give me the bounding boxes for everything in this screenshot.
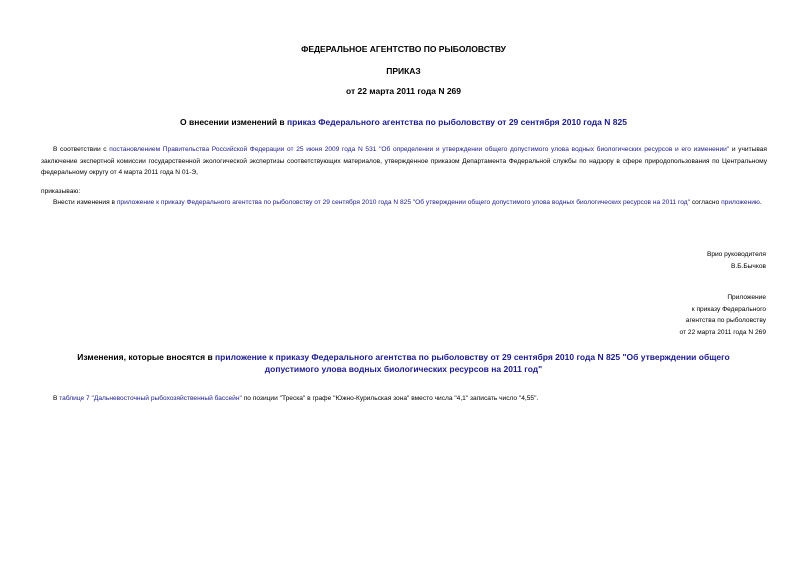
order-title-prefix: О внесении изменений в: [180, 117, 288, 127]
instruction-text-3: .: [759, 199, 762, 206]
preamble-text-1: В соответствии с: [53, 146, 110, 153]
changes-title-link[interactable]: приложение к приказу Федерального агентства по рыболовству от 29 сентября 2010 года N 825 "Об утверждении общего допустимого улова водных биологических ресурсов на 2011 год": [215, 352, 730, 374]
change-text-1: В: [53, 395, 60, 402]
paragraph-instruction: [41, 197, 767, 209]
doc-type: ПРИКАЗ: [386, 66, 421, 76]
paragraph-order-word: приказываю:: [41, 188, 81, 195]
changes-title-prefix: Изменения, которые вносятся в: [77, 352, 216, 362]
table-7-link[interactable]: таблице 7 "Дальневосточный рыбохозяйственный бассейн": [59, 395, 242, 402]
appendix-line-3: агентства по рыболовству: [685, 317, 766, 324]
government-decree-link[interactable]: постановлением Правительства Российской Федерации от 25 июня 2009 года N 531 "Об определении и утверждении общего допустимого улова водных биологических ресурсов и его изменении": [109, 146, 730, 153]
change-text-2: по позиции "Треска" в графе "Южно-Курильская зона" вместо числа "4,1" записать число "4,55".: [241, 395, 539, 402]
preamble-text-2: и учитывая заключение экспертной комиссии государственной экологической экспертизы соответствующих материалов, утвержденное приказом Департамента Федеральной службы по надзору в сфере природопользования по Центральному федеральному округу от 4 марта 2011 года N 01-Э,: [41, 146, 768, 176]
signatory-name: В.Б.Бычков: [730, 262, 766, 270]
agency-name: ФЕДЕРАЛЬНОЕ АГЕНТСТВО ПО РЫБОЛОВСТВУ: [301, 44, 506, 54]
signatory-position: Врио руководителя: [706, 251, 766, 258]
order-date-number: от 22 марта 2011 года N 269: [345, 86, 462, 96]
appendix-line-1: Приложение: [727, 294, 766, 301]
changes-title: [60, 352, 747, 375]
signature-block: [707, 249, 766, 272]
order-825-appendix-link[interactable]: приложение к приказу Федерального агентства по рыболовству от 29 сентября 2010 года N 825 "Об утверждении общего допустимого улова водных биологических ресурсов на 2011 год": [116, 199, 690, 206]
appendix-header: [680, 292, 766, 338]
appendix-line-4: от 22 марта 2011 года N 269: [679, 328, 766, 336]
paragraph-preamble: [41, 144, 767, 179]
paragraph-change: [41, 393, 767, 405]
order-title: [0, 117, 807, 127]
instruction-text-2: согласно: [689, 199, 722, 206]
appendix-link[interactable]: приложению: [721, 199, 760, 206]
order-title-link[interactable]: приказ Федерального агентства по рыболовству от 29 сентября 2010 года N 825: [287, 117, 627, 127]
instruction-text-1: Внести изменения в: [53, 199, 117, 206]
appendix-line-2: к приказу Федерального: [691, 305, 766, 313]
